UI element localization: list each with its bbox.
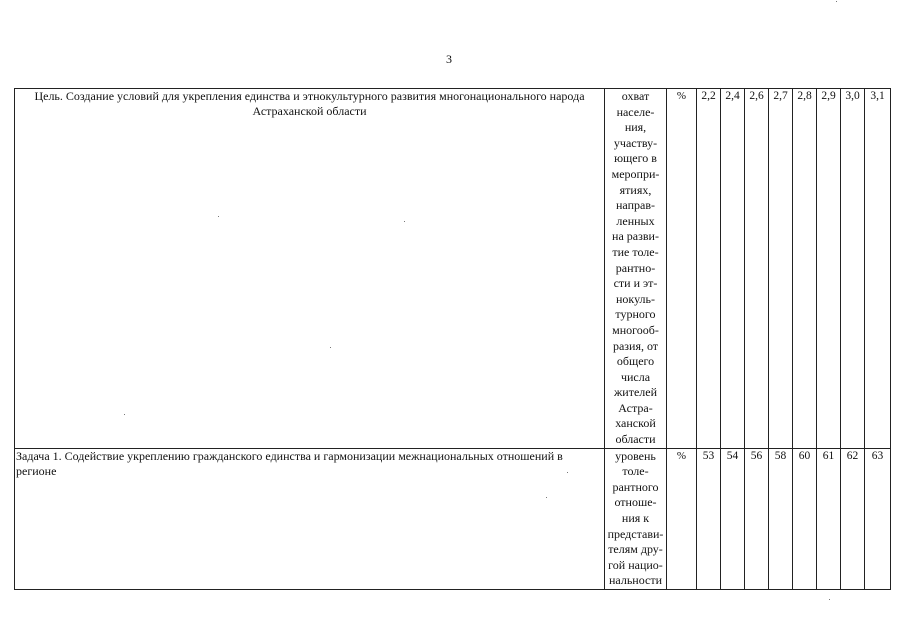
indicator-line: тие толе- [612, 244, 659, 259]
value-cell: 2,2 [697, 89, 721, 449]
indicator-line: нальности [608, 573, 663, 588]
goal-row [15, 89, 891, 449]
indicator-line: меропри- [611, 166, 660, 181]
unit-cell: % [667, 89, 697, 449]
indicator-line: ленных [616, 213, 655, 228]
indicator-line: на разви- [612, 229, 659, 244]
value-cell: 2,8 [793, 89, 817, 449]
indicator-line: ятиях, [619, 182, 652, 197]
indicator-line: телям дру- [608, 542, 663, 557]
indicator-line: охват [621, 89, 650, 103]
value-cell: 62 [841, 448, 865, 589]
value-cell: 58 [769, 448, 793, 589]
value-cell: 2,6 [745, 89, 769, 449]
value-cell: 63 [865, 448, 891, 589]
indicator-line: представи- [607, 526, 664, 541]
indicator-line: разия, от [612, 338, 659, 353]
value-cell: 2,4 [721, 89, 745, 449]
value-cell: 54 [721, 448, 745, 589]
indicator-line: гой нацио- [608, 557, 663, 572]
indicator-line: участву- [613, 135, 658, 150]
indicator-line: нокуль- [615, 291, 655, 306]
indicator-line: области [615, 432, 656, 447]
indicator-line: ющего в [614, 151, 657, 166]
indicator-cell [605, 448, 667, 589]
task-row [15, 448, 891, 589]
indicator-line: отноше- [614, 495, 657, 510]
indicators-table [14, 88, 891, 590]
indicator-line: общего [616, 354, 655, 369]
value-cell: 60 [793, 448, 817, 589]
unit-cell: % [667, 448, 697, 589]
indicator-line: ния к [621, 511, 650, 526]
value-cell: 2,7 [769, 89, 793, 449]
indicator-line: ния, [624, 120, 647, 135]
goal-description: Цель. Создание условий для укрепления единства и этнокультурного развития многонационального народа Астраханской области [15, 89, 605, 449]
indicator-line: населе- [616, 104, 655, 119]
task-description: Задача 1. Содействие укреплению гражданского единства и гармонизации межнациональных отношений в регионе [15, 448, 605, 589]
table-body [15, 89, 891, 590]
value-cell: 3,0 [841, 89, 865, 449]
indicator-line: рантно- [615, 260, 656, 275]
indicator-cell [605, 89, 667, 449]
indicator-line: толе- [622, 464, 649, 479]
indicator-line: многооб- [612, 322, 659, 337]
indicator-line: уровень [615, 448, 656, 463]
value-cell: 2,9 [817, 89, 841, 449]
value-cell: 53 [697, 448, 721, 589]
indicator-line: числа [620, 369, 651, 384]
indicator-line: турного [615, 307, 656, 322]
indicator-line: ханской [615, 416, 656, 431]
value-cell: 56 [745, 448, 769, 589]
value-cell: 3,1 [865, 89, 891, 449]
indicator-line: рантного [612, 479, 659, 494]
page-number: 3 [446, 52, 452, 66]
value-cell: 61 [817, 448, 841, 589]
indicator-line: направ- [616, 198, 655, 213]
indicator-line: Астра- [618, 400, 653, 415]
indicator-line: сти и эт- [613, 276, 658, 291]
indicator-line: жителей [613, 385, 658, 400]
